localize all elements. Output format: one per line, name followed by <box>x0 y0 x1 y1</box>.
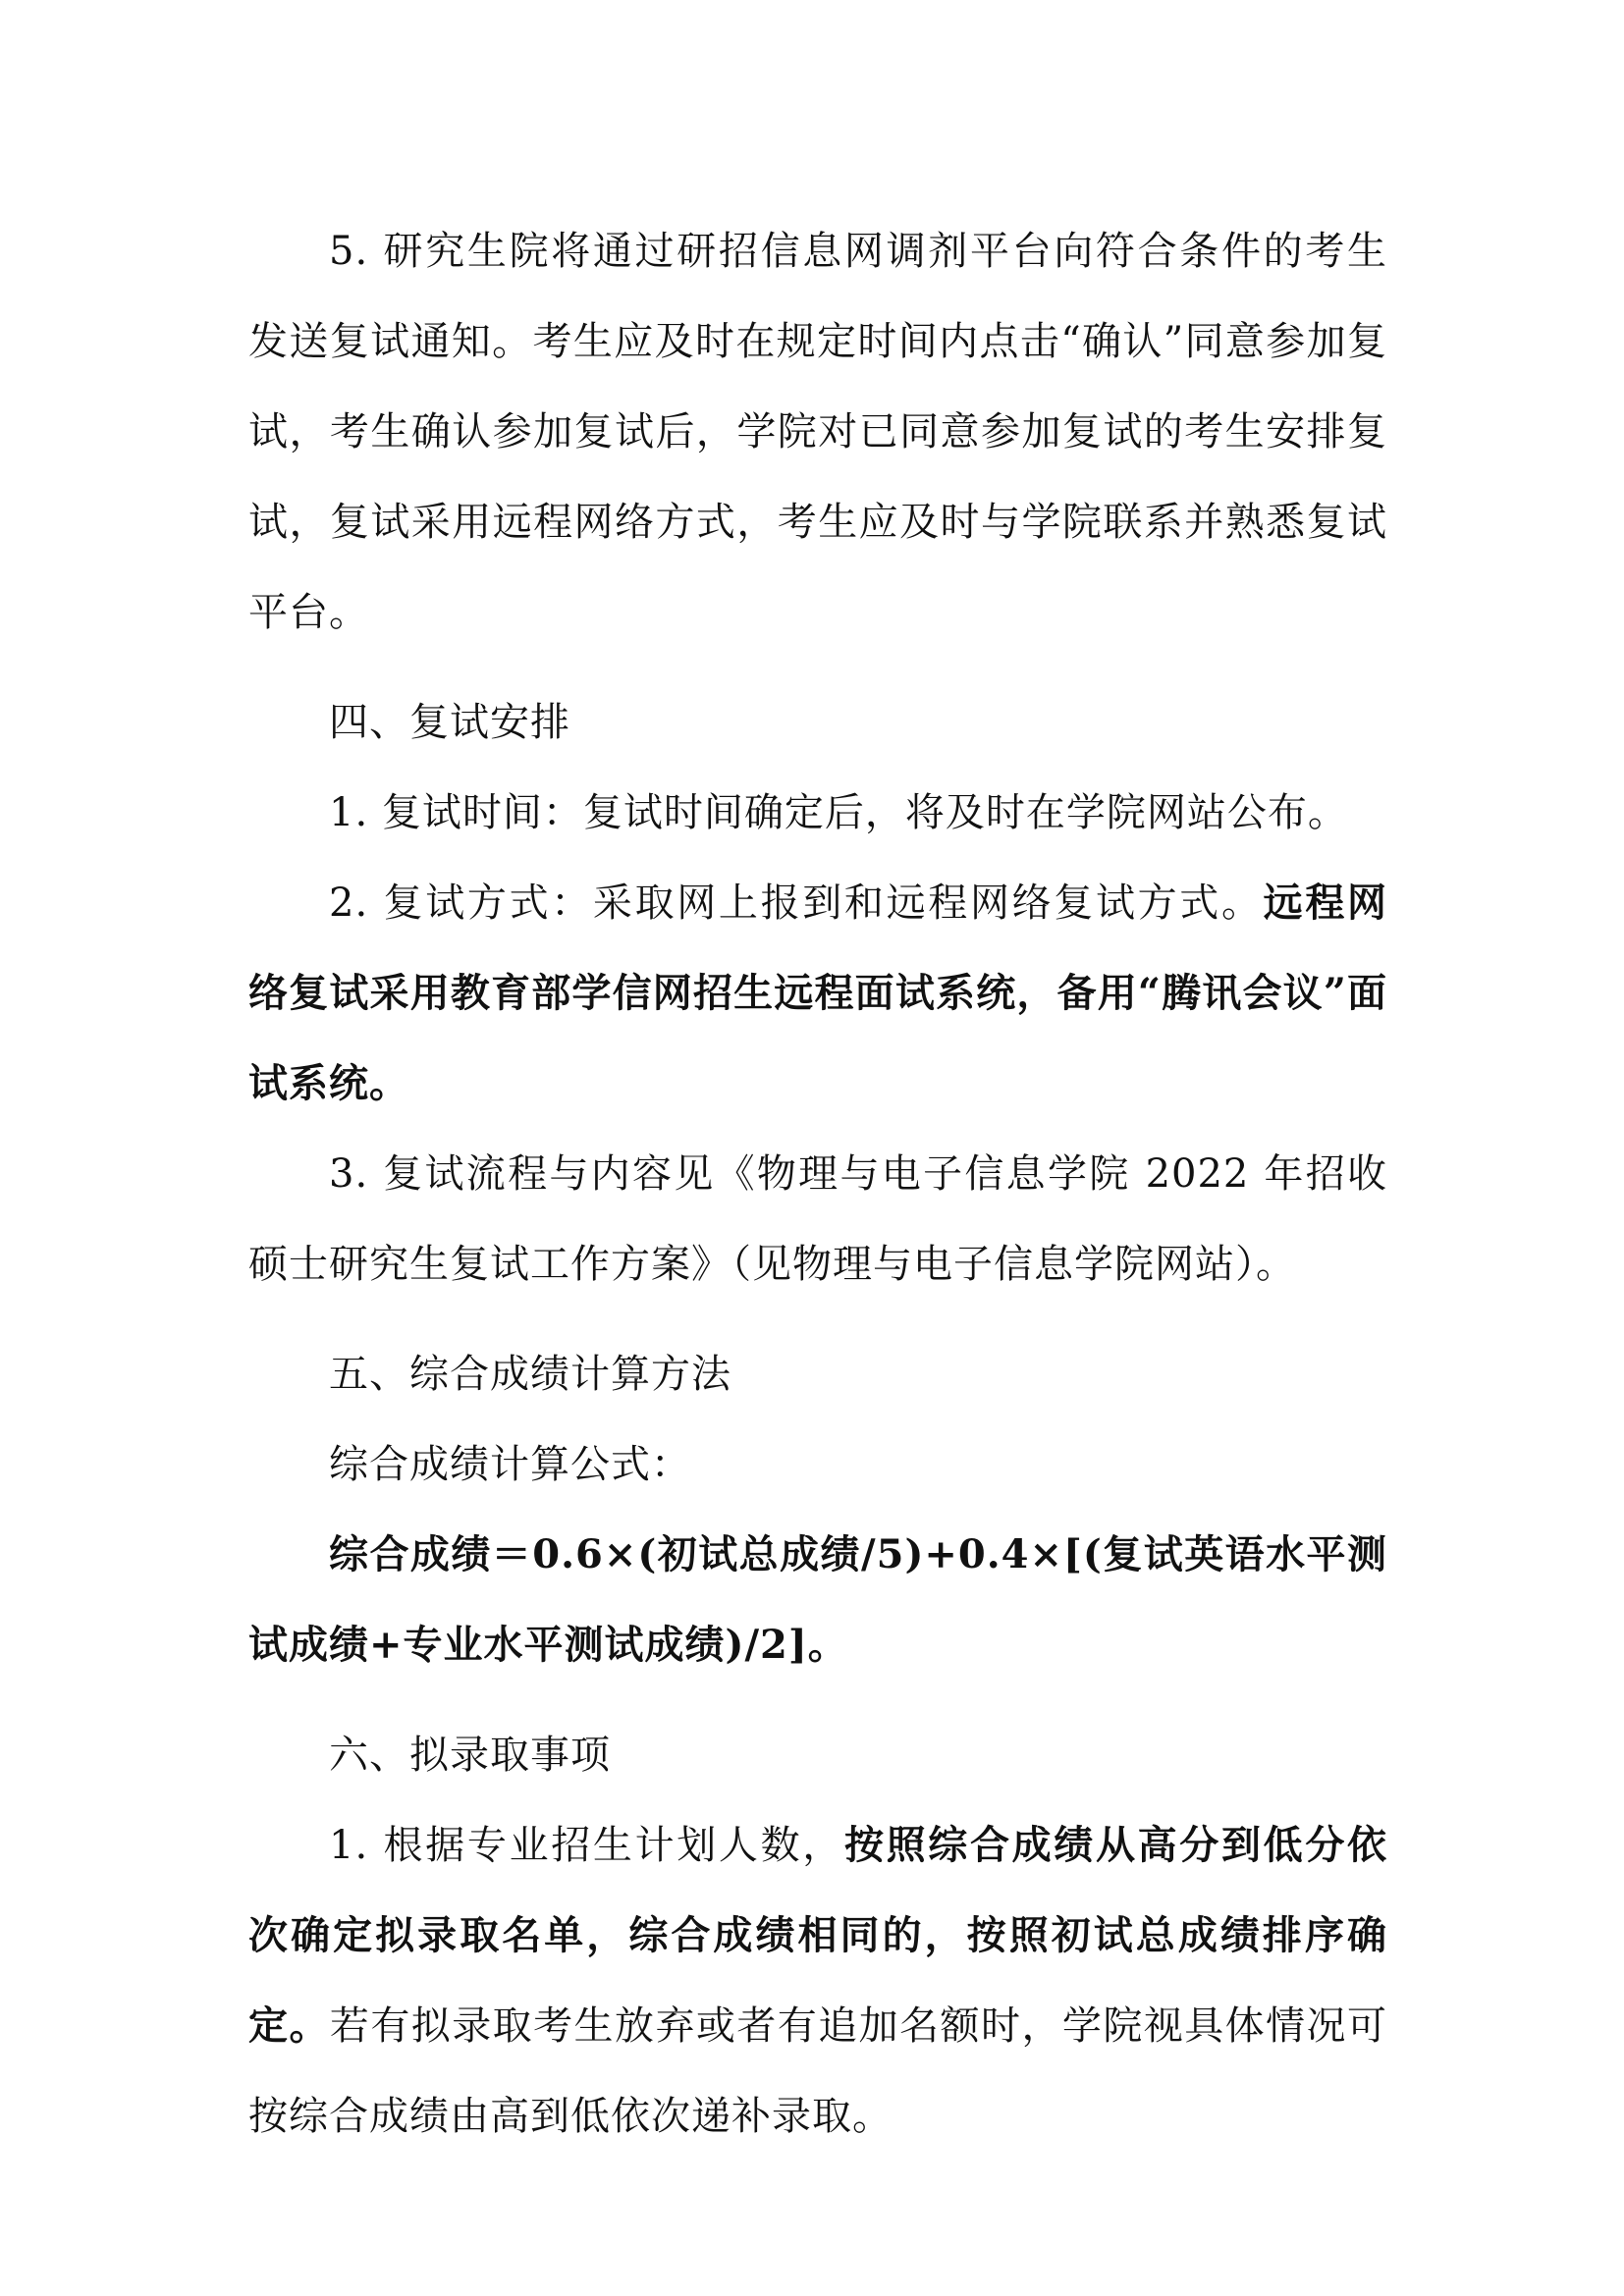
review-method-text: 2. 复试方式：采取网上报到和远程网络复试方式。 <box>329 881 1264 926</box>
admission-item-1-rest-text: 若有拟录取考生放弃或者有追加名额时，学院视具体情况可按综合成绩由高到低依次递补录取。 <box>248 2003 1388 2139</box>
review-method-item <box>248 858 1387 1129</box>
admission-item-1-text: 1. 根据专业招生计划人数， <box>329 1823 844 1868</box>
section-heading-review-arrangement: 四、复试安排 <box>329 700 570 745</box>
admission-item-1 <box>248 1800 1387 2162</box>
section-heading-admission-matters: 六、拟录取事项 <box>329 1733 611 1778</box>
review-process-item: 3. 复试流程与内容见《物理与电子信息学院 2022 年招收硕士研究生复试工作方案》（见物理与电子信息学院网站）。 <box>248 1151 1387 1287</box>
paragraph-item-5: 5. 研究生院将通过研招信息网调剂平台向符合条件的考生发送复试通知。考生应及时在规定时间内点击“确认”同意参加复试，考生确认参加复试后，学院对已同意参加复试的考生安排复试，复试采用远程网络方式，考生应及时与学院联系并熟悉复试平台。 <box>248 229 1387 635</box>
review-time-item: 1. 复试时间：复试时间确定后，将及时在学院网站公布。 <box>329 790 1348 835</box>
formula-label: 综合成绩计算公式： <box>329 1442 691 1487</box>
score-formula: 综合成绩＝0.6×(初试总成绩/5)+0.4×[(复试英语水平测试成绩+专业水平测试成绩)/2]。 <box>248 1531 1387 1668</box>
review-method-bold-text: 远程网络复试采用教育部学信网招生远程面试系统，备用“腾讯会议”面试系统。 <box>248 880 1387 1106</box>
admission-item-1-bold-text: 按照综合成绩从高分到低分依次确定拟录取名单，综合成绩相同的，按照初试总成绩排序确定。 <box>248 1822 1387 2049</box>
section-heading-score-calculation: 五、综合成绩计算方法 <box>329 1352 731 1397</box>
document-body <box>248 206 1387 2162</box>
